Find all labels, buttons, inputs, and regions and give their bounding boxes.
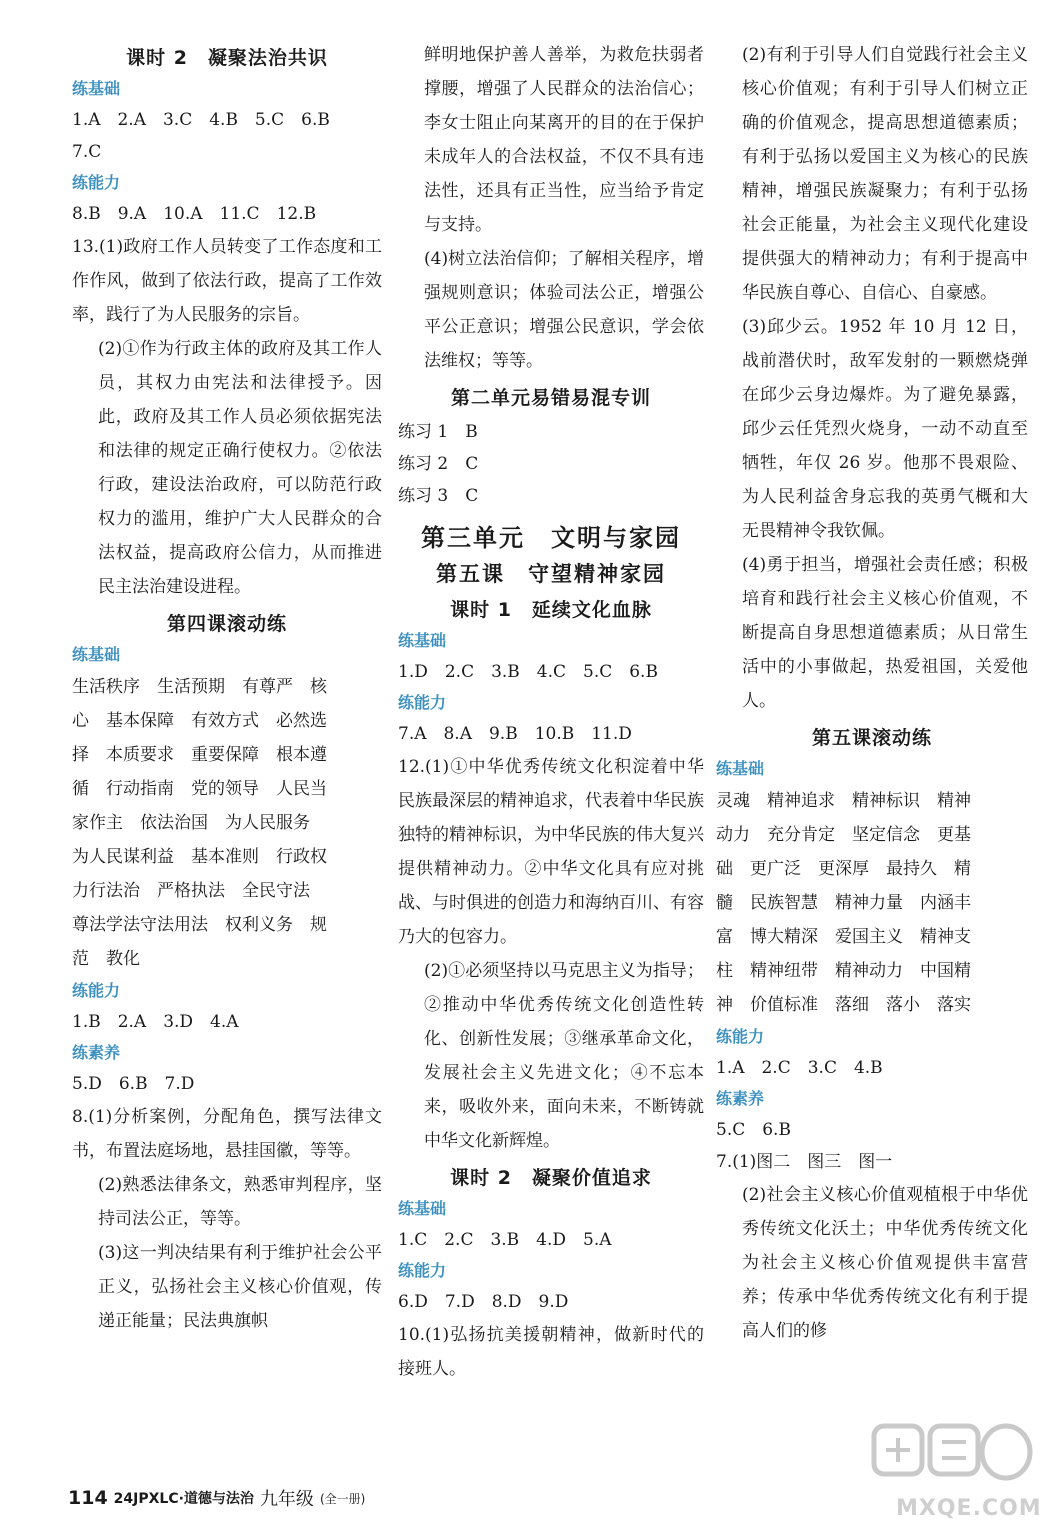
- keyword-line: 家作主 依法治国 为人民服务: [72, 813, 310, 833]
- answer-line: 1.A 2.C 3.C 4.B: [716, 1058, 883, 1078]
- section-label-literacy: 练素养: [72, 1043, 121, 1062]
- keyword-line: 择 本质要求 重要保障 根本遵: [72, 745, 327, 765]
- lesson-title: 第五课 守望精神家园: [436, 562, 666, 586]
- answer-paragraph: (4)树立法治信仰；了解相关程序，增强规则意识；体验司法公正，增强公平公正意识；增强公民意识，学会依法维权；等等。: [424, 249, 704, 371]
- answer-line: 6.D 7.D 8.D 9.D: [398, 1292, 569, 1312]
- keyword-line: 循 行动指南 党的领导 人民当: [72, 779, 327, 799]
- answer-line: 8.B 9.A 10.A 11.C 12.B: [72, 204, 317, 224]
- answer-line: 1.B 2.A 3.D 4.A: [72, 1012, 239, 1032]
- column-right: [716, 38, 1028, 1348]
- answer-paragraph: 10.(1)弘扬抗美援朝精神，做新时代的接班人。: [398, 1325, 704, 1379]
- section-title: 课时 1 延续文化血脉: [450, 599, 652, 621]
- section-label-basics: 练基础: [716, 759, 765, 778]
- column-middle: [398, 38, 704, 1386]
- section-label-ability: 练能力: [398, 693, 447, 712]
- answer-paragraph: (2)有利于引导人们自觉践行社会主义核心价值观；有利于引导人们树立正确的价值观念，提高思想道德素质；有利于弘扬以爱国主义为核心的民族精神，增强民族凝聚力；有利于弘扬社会正能量，为社会主义现代化建设提供强大的精神动力；有利于提高中华民族自尊心、自信心、自豪感。: [742, 45, 1028, 303]
- volume-label: (全一册): [319, 1491, 366, 1506]
- answer-paragraph: (4)勇于担当，增强社会责任感；积极培育和践行社会主义核心价值观，不断提高自身思想道德素质；从日常生活中的小事做起，热爱祖国，关爱他人。: [742, 555, 1028, 711]
- keyword-line: 富 博大精深 爱国主义 精神支: [716, 927, 971, 947]
- keyword-line: 生活秩序 生活预期 有尊严 核: [72, 677, 327, 697]
- answer-paragraph: 鲜明地保护善人善举，为救危扶弱者撑腰，增强了人民群众的法治信心；李女士阻止向某离开的目的在于保护未成年人的合法权益，不仅不具有违法性，还具有正当性，应当给予肯定与支持。: [424, 45, 704, 235]
- answer-paragraph: (3)这一判决结果有利于维护社会公平正义，弘扬社会主义核心价值观，传递正能量；民法典旗帜: [98, 1243, 382, 1331]
- section-label-ability: 练能力: [72, 173, 121, 192]
- answer-paragraph: (3)邱少云。1952 年 10 月 12 日，战前潜伏时，敌军发射的一颗燃烧弹在邱少云身边爆炸。为了避免暴露，邱少云任凭烈火烧身，一动不动直至牺牲，年仅 26 岁。他那不畏艰险、为人民利益舍身忘我的英勇气概和大无畏精神令我钦佩。: [742, 317, 1028, 541]
- answer-line: 1.A 2.A 3.C 4.B 5.C 6.B: [72, 110, 330, 130]
- answer-line: 7.C: [72, 142, 102, 162]
- section-label-ability: 练能力: [72, 981, 121, 1000]
- section-label-ability: 练能力: [716, 1027, 765, 1046]
- section-label-basics: 练基础: [72, 645, 121, 664]
- answer-line: 练习 1 B: [398, 422, 478, 442]
- answer-paragraph: (2)熟悉法律条文，熟悉审判程序，坚持司法公正，等等。: [98, 1175, 382, 1229]
- answer-paragraph: 13.(1)政府工作人员转变了工作态度和工作作风，做到了依法行政，提高了工作效率，践行了为人民服务的宗旨。: [72, 237, 382, 325]
- keyword-line: 础 更广泛 更深厚 最持久 精: [716, 859, 971, 879]
- answer-line: 7.(1)图二 图三 图一: [716, 1152, 893, 1172]
- section-title: 第五课滚动练: [811, 727, 932, 749]
- page-number: 114: [68, 1487, 108, 1509]
- answer-paragraph: (2)①作为行政主体的政府及其工作人员，其权力由宪法和法律授予。因此，政府及其工作人员必须依据宪法和法律的规定正确行使权力。②依法行政，建设法治政府，可以防范行政权力的滥用，维护广大人民群众的合法权益，提高政府公信力，从而推进民主法治建设进程。: [98, 339, 382, 597]
- answer-line: 1.C 2.C 3.B 4.D 5.A: [398, 1230, 612, 1250]
- keyword-line: 为人民谋利益 基本准则 行政权: [72, 847, 327, 867]
- watermark-logo-icon: [868, 1420, 1036, 1500]
- answer-line: 练习 3 C: [398, 486, 479, 506]
- grade-label: 九年级: [259, 1489, 314, 1510]
- keyword-line: 心 基本保障 有效方式 必然选: [72, 711, 327, 731]
- answer-line: 5.D 6.B 7.D: [72, 1074, 195, 1094]
- keyword-line: 尊法学法守法用法 权利义务 规: [72, 915, 327, 935]
- keyword-line: 神 价值标准 落细 落小 落实: [716, 995, 971, 1015]
- section-label-basics: 练基础: [398, 1199, 447, 1218]
- book-code: 24JPXLC·道德与法治: [113, 1491, 254, 1507]
- answer-paragraph: 12.(1)①中华优秀传统文化积淀着中华民族最深层的精神追求，代表着中华民族独特的精神标识，为中华民族的伟大复兴提供精神动力。②中华文化具有应对挑战、与时俱进的创造力和海纳百川、有容乃大的包容力。: [398, 757, 704, 947]
- section-title: 第二单元易错易混专训: [450, 387, 651, 409]
- keyword-line: 柱 精神纽带 精神动力 中国精: [716, 961, 971, 981]
- keyword-line: 范 教化: [72, 949, 140, 969]
- section-title: 第四课滚动练: [166, 613, 287, 635]
- answer-paragraph: (2)①必须坚持以马克思主义为指导；②推动中华优秀传统文化创造性转化、创新性发展；③继承革命文化，发展社会主义先进文化；④不忘本来，吸收外来，面向未来，不断铸就中华文化新辉煌。: [424, 961, 704, 1151]
- section-label-basics: 练基础: [72, 79, 121, 98]
- keyword-line: 力行法治 严格执法 全民守法: [72, 881, 310, 901]
- section-title: 课时 2 凝聚价值追求: [450, 1167, 652, 1189]
- keyword-line: 髓 民族智慧 精神力量 内涵丰: [716, 893, 971, 913]
- column-left: [72, 38, 382, 1338]
- watermark: [868, 1420, 1042, 1528]
- answer-line: 练习 2 C: [398, 454, 479, 474]
- keyword-line: 灵魂 精神追求 精神标识 精神: [716, 791, 971, 811]
- unit-title: 第三单元 文明与家园: [421, 524, 681, 552]
- section-title: 课时 2 凝聚法治共识: [126, 47, 328, 69]
- section-label-ability: 练能力: [398, 1261, 447, 1280]
- answer-line: 5.C 6.B: [716, 1120, 791, 1140]
- answer-paragraph: (2)社会主义核心价值观植根于中华优秀传统文化沃土；中华优秀传统文化为社会主义核心价值观提供丰富营养；传承中华优秀传统文化有利于提高人们的修: [742, 1185, 1028, 1341]
- keyword-line: 动力 充分肯定 坚定信念 更基: [716, 825, 971, 845]
- section-label-literacy: 练素养: [716, 1089, 765, 1108]
- answer-line: 7.A 8.A 9.B 10.B 11.D: [398, 724, 632, 744]
- answer-line: 1.D 2.C 3.B 4.C 5.C 6.B: [398, 662, 658, 682]
- answer-paragraph: 8.(1)分析案例，分配角色，撰写法律文书，布置法庭场地，悬挂国徽，等等。: [72, 1107, 382, 1161]
- page-footer: [68, 1484, 365, 1512]
- watermark-text: MXQE.COM: [896, 1496, 1042, 1521]
- section-label-basics: 练基础: [398, 631, 447, 650]
